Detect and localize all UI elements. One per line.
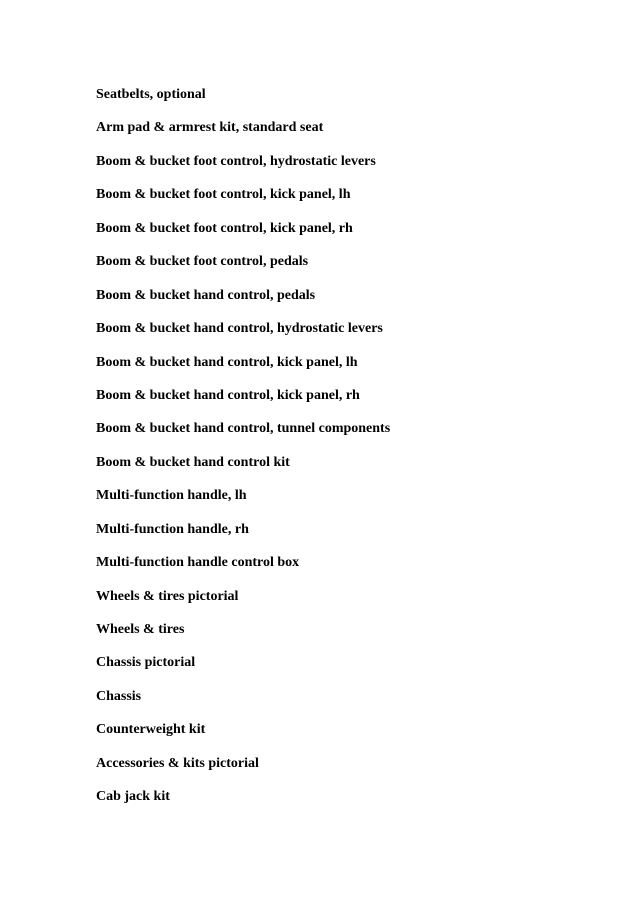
list-item: Boom & bucket foot control, kick panel, rh: [96, 220, 353, 236]
list-item: Wheels & tires: [96, 622, 185, 637]
list-item: Wheels & tires pictorial: [96, 588, 239, 604]
list-item: Boom & bucket hand control, kick panel, rh: [96, 387, 360, 403]
list-item: Boom & bucket foot control, hydrostatic levers: [96, 153, 376, 169]
list-item: Multi-function handle, rh: [96, 521, 249, 537]
list-item: Boom & bucket hand control kit: [96, 454, 290, 470]
list-item: Arm pad & armrest kit, standard seat: [96, 120, 324, 136]
parts-list: [96, 86, 390, 822]
list-item: Multi-function handle control box: [96, 555, 300, 571]
list-item: Boom & bucket hand control, tunnel components: [96, 421, 391, 437]
list-item: Boom & bucket foot control, kick panel, lh: [96, 187, 351, 203]
list-item: Accessories & kits pictorial: [96, 755, 259, 771]
list-item: Seatbelts, optional: [96, 87, 206, 102]
list-item: Chassis pictorial: [96, 655, 196, 671]
list-item: Boom & bucket hand control, hydrostatic levers: [96, 321, 383, 337]
list-item: Cab jack kit: [96, 789, 170, 805]
list-item: Boom & bucket hand control, kick panel, lh: [96, 354, 358, 370]
list-item: Chassis: [96, 688, 142, 704]
list-item: Multi-function handle, lh: [96, 488, 247, 504]
list-item: Boom & bucket hand control, pedals: [96, 287, 316, 303]
list-item: Boom & bucket foot control, pedals: [96, 254, 309, 270]
list-item: Counterweight kit: [96, 722, 206, 738]
